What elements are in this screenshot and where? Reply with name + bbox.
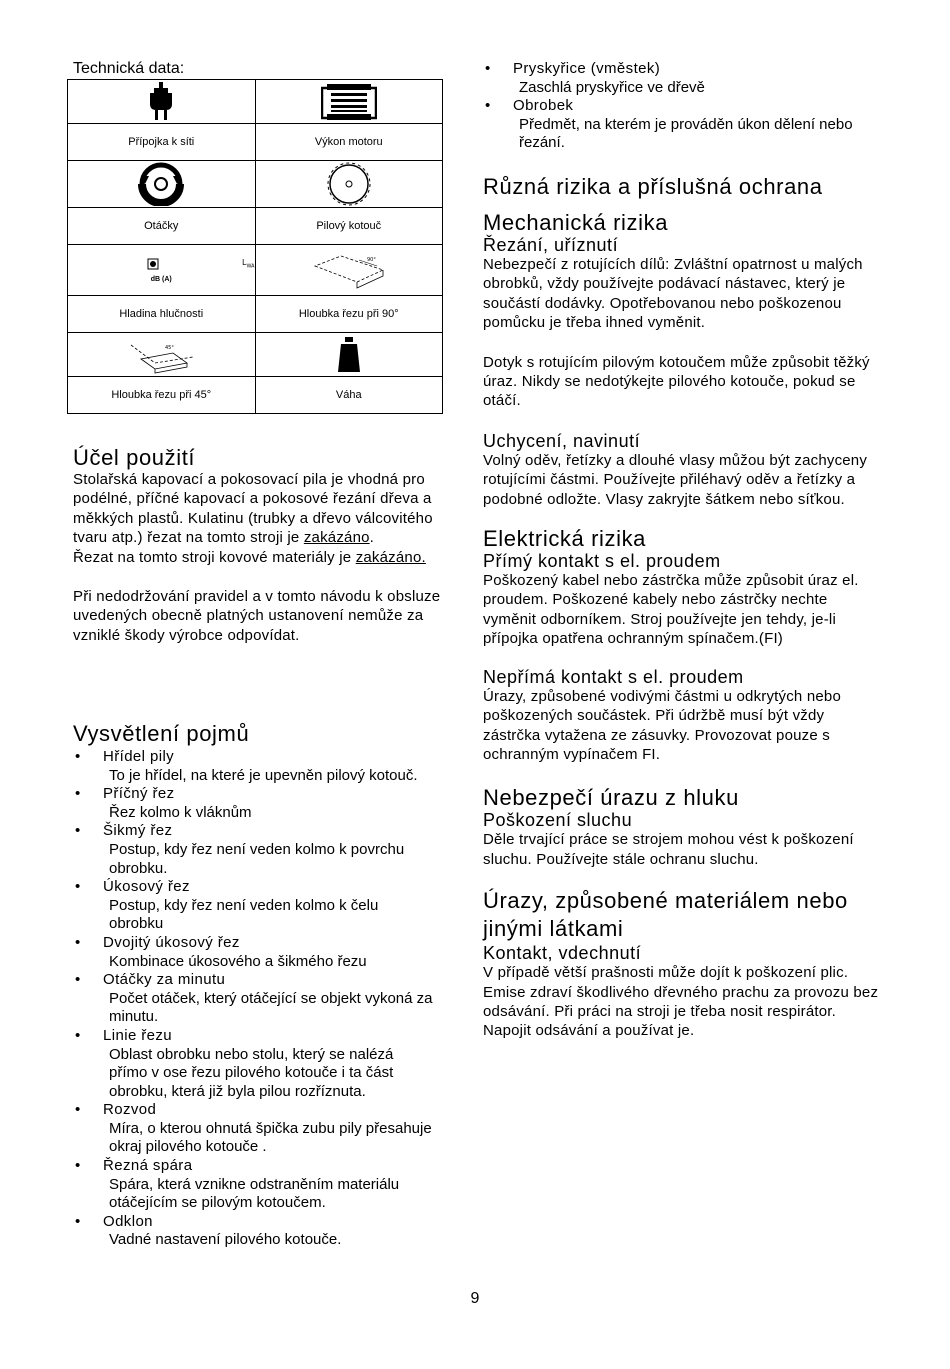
saw-blade-icon [255, 161, 443, 208]
term-definition: Předmět, na kterém je prováděn úkon dělení nebo řezání. [519, 115, 853, 152]
list-item [73, 1157, 433, 1213]
bullet-icon: • [75, 1157, 81, 1175]
bullet-icon: • [75, 878, 81, 896]
term-name: Úkosový řez [103, 878, 190, 896]
indirect-contact-text: Úrazy, způsobené vodivými částmi u odkrytých nebo poškozených součástek. Při údržbě musí být vždy zástrčka vytažena ze zásuvky. Provozovat pouze s ochranným vypínačem FI. [483, 687, 842, 763]
weight-icon [255, 333, 443, 377]
term-definition: Oblast obrobku nebo stolu, který se nalézá přímo v ose řezu pilového kotouče i ta část obrobku, která již byla pilou rozříznuta. [109, 1045, 394, 1100]
bullet-icon: • [75, 785, 81, 803]
purpose-title: Účel použití [73, 445, 196, 470]
list-item [483, 97, 883, 153]
material-risk-title: Úrazy, způsobené materiálem nebo jinými látkami [483, 888, 848, 942]
label-weight: Váha [255, 377, 443, 414]
term-name: Dvojitý úkosový řez [103, 933, 240, 951]
noise-risk-title: Nebezpečí úrazu z hluku [483, 785, 739, 811]
list-item [73, 785, 433, 822]
direct-contact-title: Přímý kontakt s el. proudem [483, 551, 721, 572]
risks-section [483, 175, 883, 1041]
hearing-damage-title: Poškození sluchu [483, 810, 633, 831]
tech-data-heading: Technická data: [73, 60, 185, 77]
term-definition: Postup, kdy řez není veden kolmo k čelu obrobku [109, 896, 379, 933]
rotation-speed-icon [68, 161, 256, 208]
terms-continued [483, 60, 883, 153]
label-cut-depth-90: Hloubka řezu při 90° [255, 296, 443, 333]
term-name: Příčný řez [103, 785, 175, 803]
list-item [73, 748, 433, 785]
term-name: Otáčky za minutu [103, 971, 226, 989]
tech-data-table [67, 79, 443, 414]
term-name: Rozvod [103, 1101, 157, 1119]
term-definition: Spára, která vznikne odstraněním materiálu otáčejícím se pilovým kotoučem. [109, 1175, 400, 1212]
indirect-contact-title: Nepřímá kontakt s el. proudem [483, 666, 744, 687]
electrical-risks-title: Elektrická rizika [483, 526, 647, 552]
term-definition: Zaschlá pryskyřice ve dřevě [519, 78, 705, 96]
list-item [73, 878, 433, 934]
noise-level-icon [68, 245, 256, 296]
terms-title: Vysvětlení pojmů [73, 721, 250, 746]
terms-list-continued [483, 60, 883, 153]
purpose-text: Stolařská kapovací a pokosovací pila je vhodná pro podélné, příčné kapovací a pokosové řezání dřeva a měkkých plastů. Kulatinu (trubky a dřevo válcovitého tvaru atp.) řezat na tomto stroji je zakázáno. Řezat na tomto stroji kovové materiály je zakázáno. [73, 471, 433, 566]
list-item [73, 1101, 433, 1157]
term-name: Odklon [103, 1212, 153, 1230]
list-item [73, 1213, 433, 1250]
term-name: Obrobek [513, 97, 574, 115]
bullet-icon: • [485, 97, 491, 115]
bullet-icon: • [75, 933, 81, 951]
noise-db-label: dB (A) [150, 275, 172, 283]
bullet-icon: • [75, 1101, 81, 1119]
list-item [73, 971, 433, 1027]
bullet-icon: • [75, 748, 81, 765]
term-definition: Vadné nastavení pilového kotouče. [109, 1231, 342, 1249]
angle-45-label: 45° [165, 344, 175, 351]
cut-depth-90-icon [255, 245, 443, 296]
term-definition: To je hřídel, na které je upevněn pilový kotouč. [109, 766, 418, 784]
plug-icon [68, 80, 256, 124]
list-item [73, 1027, 433, 1101]
label-noise-level: Hladina hlučnosti [68, 296, 256, 333]
cutting-title: Řezání, uříznutí [483, 235, 619, 255]
page-number: 9 [470, 1290, 480, 1307]
label-rpm: Otáčky [68, 208, 256, 245]
bullet-icon: • [75, 971, 81, 989]
cut-depth-45-icon [68, 333, 256, 377]
risks-title: Různá rizika a příslušná ochrana [483, 174, 823, 199]
bullet-icon: • [75, 822, 81, 840]
term-name: Pryskyřice (vměstek) [513, 60, 661, 77]
bullet-icon: • [485, 60, 491, 77]
list-item [73, 822, 433, 878]
terms-section [73, 722, 433, 1250]
noise-lwa-label: $L_{WA}$ [242, 257, 255, 270]
bullet-icon: • [75, 1212, 81, 1230]
angle-90-label: 90° [366, 257, 376, 263]
label-saw-blade: Pilový kotouč [255, 208, 443, 245]
label-motor-power: Výkon motoru [255, 124, 443, 161]
cutting-text: Nebezpečí z rotujících dílů: Zvláštní opatrnost u malých obrobků, vždy používejte podávací nástavec, který je součástí dodávky. Opotřebovanou nebo poškozenou pomůcku je třeba ihned vyměnit. [483, 256, 863, 332]
term-name: Hřídel pily [103, 748, 175, 765]
hearing-damage-text: Děle trvající práce se strojem mohou vést k poškození sluchu. Používejte stále ochranu sluchu. [483, 831, 854, 868]
inhalation-title: Kontakt, vdechnutí [483, 943, 642, 964]
liability-text: Při nedodržování pravidel a v tomto návodu k obsluze uvedených obecně platných ustanovení nemůže za vzniklé škody výrobce odpovídat. [73, 588, 441, 644]
entanglement-text: Volný oděv, řetízky a dlouhé vlasy můžou být zachyceny rotujícími částmi. Používejte přiléhavý oděv a řetízky a podobné odložte. Vlasy zakryjte šátkem nebo síťkou. [483, 451, 868, 508]
term-definition: Počet otáček, který otáčející se objekt vykoná za minutu. [109, 989, 433, 1026]
bullet-icon: • [75, 1026, 81, 1044]
mechanical-risks-title: Mechanická rizika [483, 210, 669, 235]
label-power-connection: Přípojka k síti [68, 124, 256, 161]
purpose-section [73, 446, 443, 645]
term-name: Šikmý řez [103, 822, 173, 840]
term-definition: Postup, kdy řez není veden kolmo k povrchu obrobku. [109, 840, 405, 877]
list-item [73, 934, 433, 971]
touch-text: Dotyk s rotujícím pilovým kotoučem může způsobit těžký úraz. Nikdy se nedotýkejte pilového kotouče, pokud se otáčí. [483, 353, 870, 410]
term-definition: Řez kolmo k vláknům [109, 803, 252, 821]
motor-icon [255, 80, 443, 124]
label-cut-depth-45: Hloubka řezu při 45° [68, 377, 256, 414]
term-definition: Míra, o kterou ohnutá špička zubu pily přesahuje okraj pilového kotouče . [109, 1119, 432, 1156]
term-name: Linie řezu [103, 1026, 173, 1044]
inhalation-text: V případě větší prašnosti může dojít k poškození plic. Emise zdraví škodlivého dřevného prachu za provozu bez odsávání. Při práci na stroji je třeba nosit respirátor. Napojit odsávání a používat je. [483, 964, 879, 1040]
terms-list [73, 748, 433, 1250]
list-item [483, 60, 883, 97]
term-definition: Kombinace úkosového a šikmého řezu [109, 952, 367, 970]
direct-contact-text: Poškozený kabel nebo zástrčka může způsobit úraz el. proudem. Poškozené kabely nebo zástrčky nechte vyměnit odborníkem. Stroj používejte jen tehdy, je-li přípojka opatřena ochranným spínačem.(FI) [483, 572, 859, 648]
term-name: Řezná spára [103, 1157, 193, 1175]
entanglement-title: Uchycení, navinutí [483, 430, 641, 451]
